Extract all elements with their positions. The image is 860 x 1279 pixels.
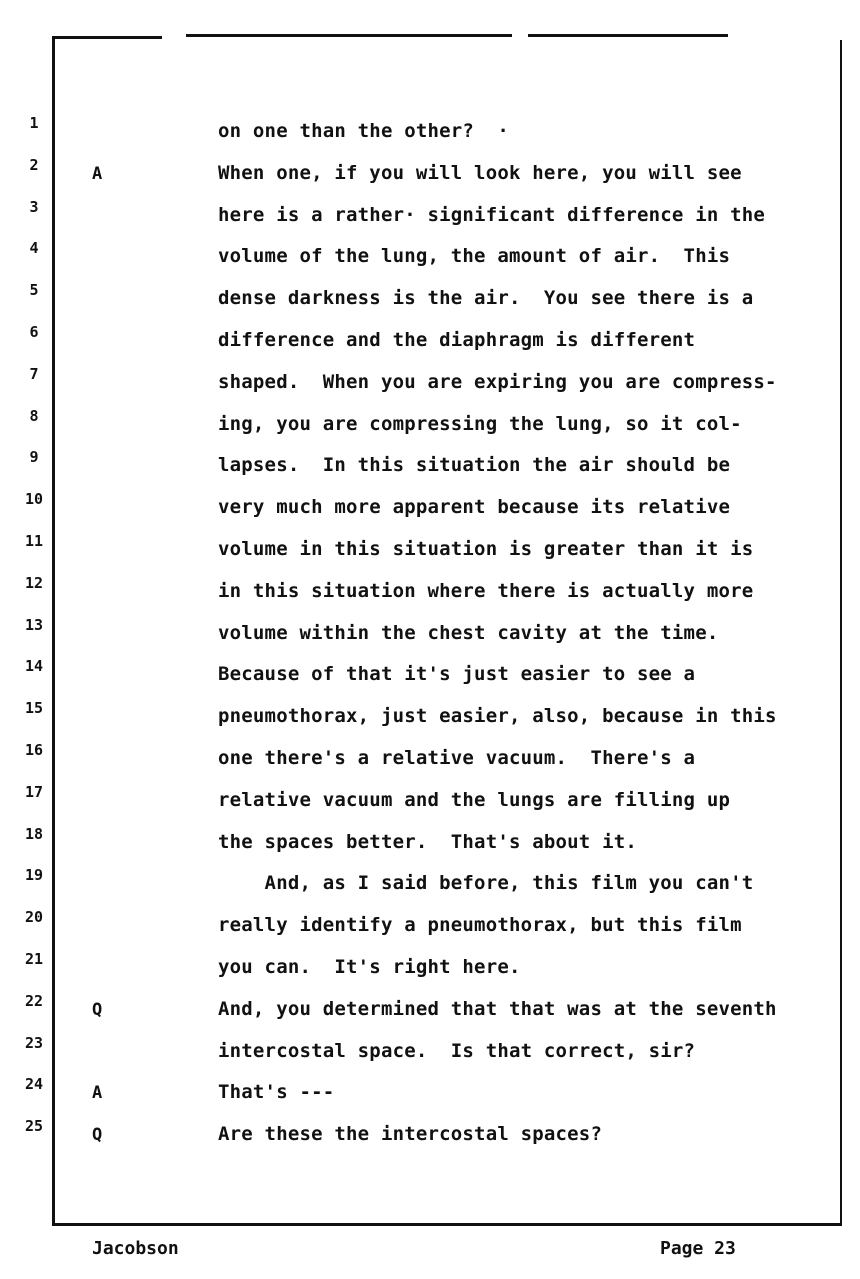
testimony-line: in this situation where there is actually more (218, 579, 754, 602)
footer-page-number: Page 23 (660, 1238, 736, 1259)
testimony-line: pneumothorax, just easier, also, because in this (218, 705, 777, 728)
line-number: 22 (24, 991, 44, 1010)
right-margin-rule (840, 40, 842, 1225)
line-number: 1 (29, 114, 39, 132)
testimony-line: And, as I said before, this film you can't (218, 872, 754, 895)
line-number: 18 (24, 824, 44, 843)
line-number: 5 (29, 281, 39, 300)
line-number: 24 (24, 1075, 44, 1094)
line-number: 8 (29, 406, 39, 425)
testimony-line: difference and the diaphragm is different (218, 329, 696, 351)
top-rule-middle (186, 34, 512, 37)
line-number: 11 (24, 532, 44, 550)
testimony-line: Are these the intercostal spaces? (218, 1123, 603, 1146)
testimony-line: really identify a pneumothorax, but this film (218, 914, 742, 937)
speaker-label: Q (92, 999, 103, 1020)
line-number: 23 (24, 1033, 44, 1052)
testimony-line: shaped. When you are expiring you are compress- (218, 370, 777, 393)
line-number: 2 (29, 155, 39, 174)
top-rule-left (52, 36, 162, 39)
testimony-line: dense darkness is the air. You see there is a (218, 287, 754, 310)
line-number: 19 (24, 866, 44, 885)
testimony-line: intercostal space. Is that correct, sir? (218, 1039, 696, 1062)
testimony-line: ing, you are compressing the lung, so it col- (218, 412, 742, 435)
line-number: 14 (24, 657, 44, 676)
footer-witness-name: Jacobson (92, 1238, 179, 1259)
bottom-rule (52, 1223, 842, 1226)
testimony-line: volume of the lung, the amount of air. This (218, 245, 731, 268)
testimony-line: on one than the other? · (218, 120, 509, 142)
line-number: 4 (29, 239, 39, 258)
line-number: 25 (24, 1117, 44, 1136)
left-margin-rule (52, 36, 55, 1225)
line-number: 13 (24, 615, 44, 634)
line-number: 3 (29, 197, 39, 216)
line-number: 12 (24, 573, 44, 592)
line-number: 17 (24, 782, 44, 801)
line-number: 10 (24, 490, 44, 509)
testimony-line: That's --- (218, 1081, 335, 1104)
line-number: 9 (29, 448, 39, 467)
line-number: 7 (29, 364, 39, 383)
testimony-line: And, you determined that that was at the seventh (218, 997, 777, 1020)
top-rule-right (528, 34, 728, 37)
line-number: 15 (24, 699, 44, 718)
testimony-line: When one, if you will look here, you will see (218, 161, 742, 184)
testimony-line: relative vacuum and the lungs are filling up (218, 788, 731, 811)
testimony-line: lapses. In this situation the air should be (218, 454, 731, 477)
line-number: 21 (24, 950, 44, 968)
testimony-line: very much more apparent because its relative (218, 496, 731, 519)
testimony-line: volume in this situation is greater than it is (218, 538, 754, 560)
line-number: 16 (24, 741, 44, 759)
speaker-label: A (92, 163, 103, 184)
testimony-line: you can. It's right here. (218, 956, 521, 978)
speaker-label: Q (92, 1125, 103, 1146)
line-number: 20 (24, 908, 44, 927)
testimony-line: the spaces better. That's about it. (218, 830, 638, 853)
testimony-line: here is a rather· significant difference in the (218, 203, 766, 226)
testimony-line: Because of that it's just easier to see a (218, 663, 696, 686)
line-number: 6 (29, 323, 39, 341)
testimony-line: one there's a relative vacuum. There's a (218, 747, 696, 769)
testimony-line: volume within the chest cavity at the time. (218, 621, 719, 644)
speaker-label: A (92, 1083, 103, 1104)
